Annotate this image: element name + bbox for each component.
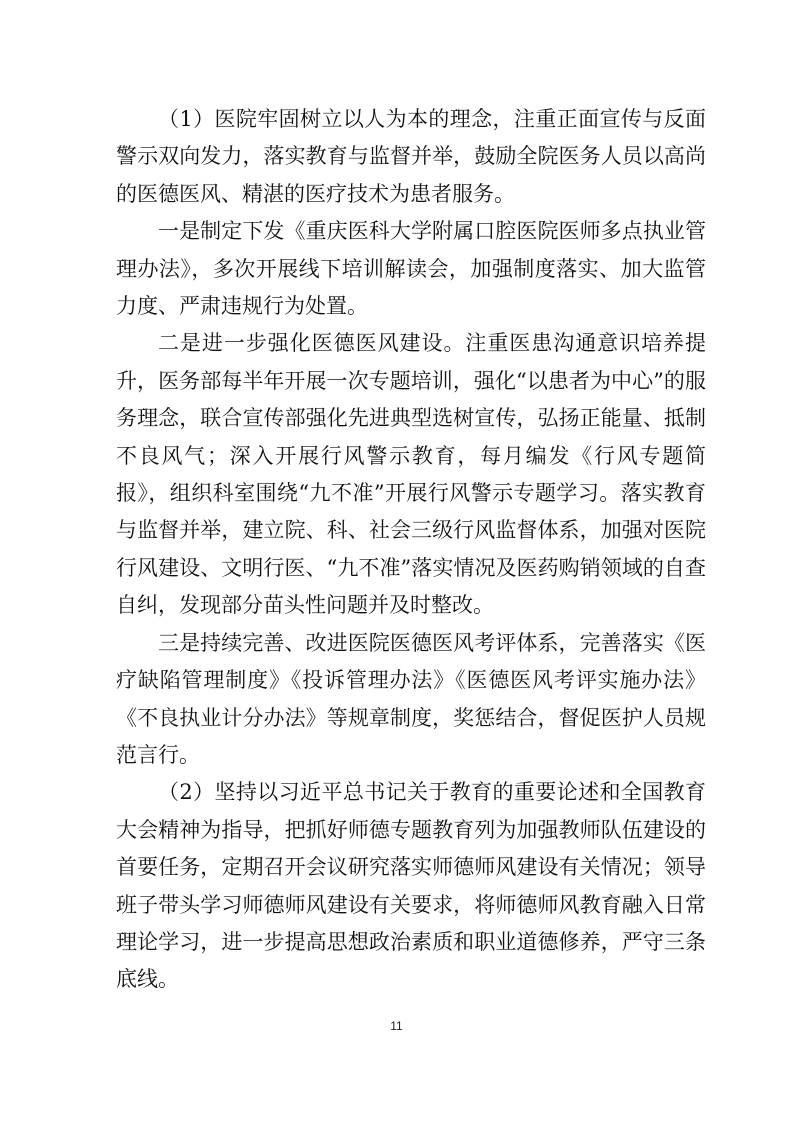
document-body — [116, 101, 706, 999]
page-number: 11 — [390, 1019, 403, 1033]
paragraph-multi-site-practice: 一是制定下发《重庆医科大学附属口腔医院医师多点执业管理办法》，多次开展线下培训解读会，加强制度落实、加大监管力度、严肃违规行为处置。 — [116, 219, 706, 319]
paragraph-medical-ethics: 二是进一步强化医德医风建设。注重医患沟通意识培养提升，医务部每半年开展一次专题培训，强化“以患者为中心”的服务理念，联合宣传部强化先进典型选树宣传，弘扬正能量、抵制不良风气；深入开展行风警示教育，每月编发《行风专题简报》，组织科室围绕“九不准”开展行风警示专题学习。落实教育与监督并举，建立院、科、社会三级行风监督体系，加强对医院行风建设、文明行医、“九不准”落实情况及医药购销领域的自查自纠，发现部分苗头性问题并及时整改。 — [116, 331, 706, 618]
paragraph-teacher-ethics: （2）坚持以习近平总书记关于教育的重要论述和全国教育大会精神为指导，把抓好师德专题教育列为加强教师队伍建设的首要任务，定期召开会议研究落实师德师风建设有关情况；领导班子带头学习师德师风建设有关要求，将师德师风教育融入日常理论学习，进一步提高思想政治素质和职业道德修养，严守三条底线。 — [116, 780, 706, 992]
paragraph-evaluation-system: 三是持续完善、改进医院医德医风考评体系，完善落实《医疗缺陷管理制度》《投诉管理办法》《医德医风考评实施办法》《不良执业计分办法》等规章制度，奖惩结合，督促医护人员规范言行。 — [116, 630, 706, 767]
paragraph-hospital-philosophy: （1）医院牢固树立以人为本的理念，注重正面宣传与反面警示双向发力，落实教育与监督并举，鼓励全院医务人员以高尚的医德医风、精湛的医疗技术为患者服务。 — [116, 107, 706, 206]
